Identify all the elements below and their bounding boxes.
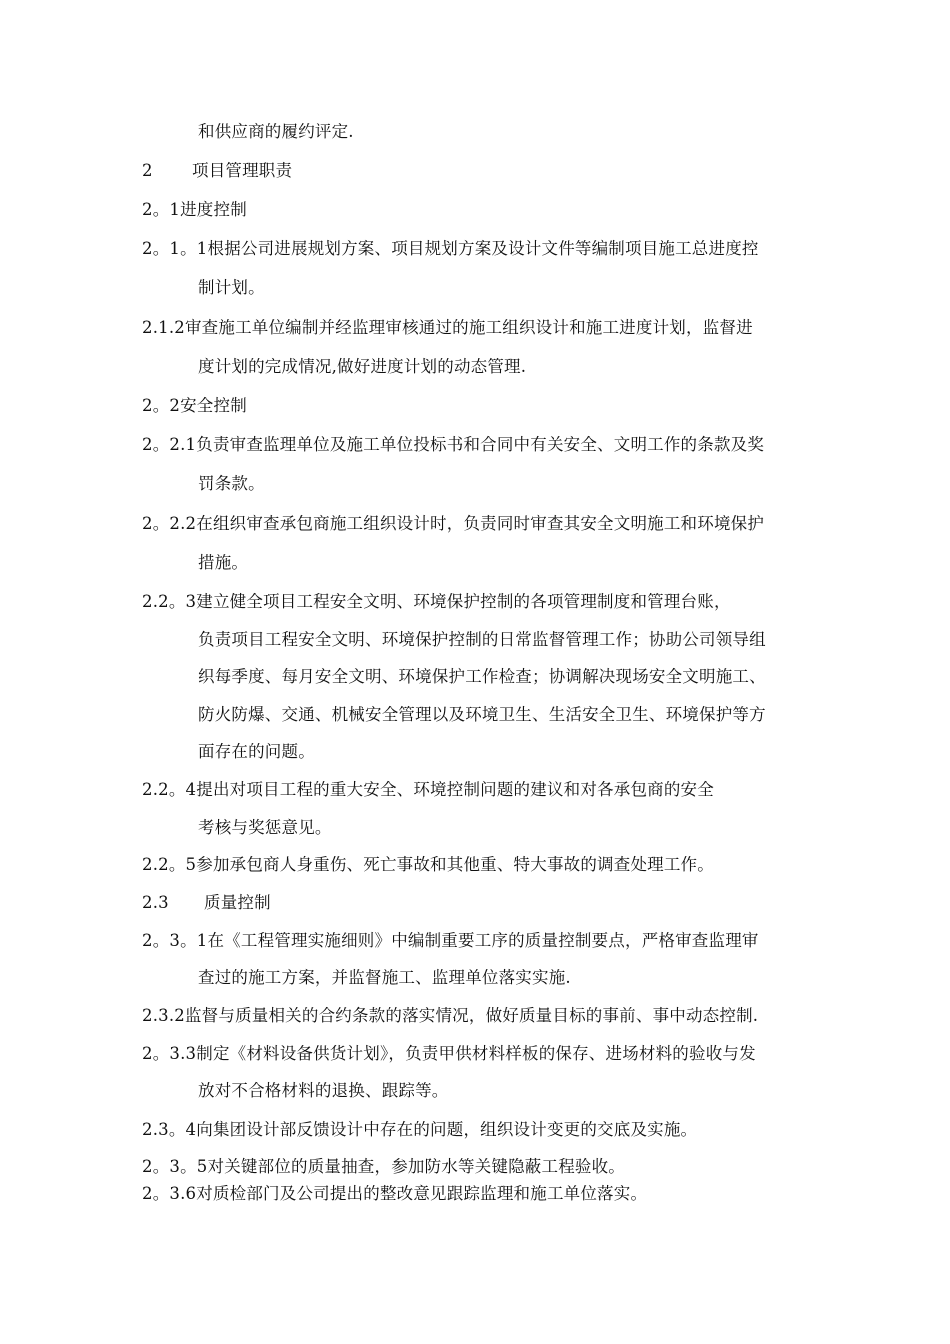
paragraph-line: 负责项目工程安全文明、环境保护控制的日常监督管理工作；协助公司领导组 [198,630,766,649]
paragraph-line: 2。1。1根据公司进展规划方案、项目规划方案及设计文件等编制项目施工总进度控 [142,239,759,258]
paragraph-line: 2.2。3建立健全项目工程安全文明、环境保护控制的各项管理制度和管理台账， [142,592,731,611]
subsection-heading: 2。2安全控制 [142,396,247,415]
paragraph-line: 2.2。5参加承包商人身重伤、死亡事故和其他重、特大事故的调查处理工作。 [142,855,714,874]
paragraph-line: 2.2。4提出对项目工程的重大安全、环境控制问题的建议和对各承包商的安全 [142,780,714,799]
paragraph-line: 2。3。1在《工程管理实施细则》中编制重要工序的质量控制要点，严格审查监理审 [142,931,759,950]
paragraph-line: 2.3.2监督与质量相关的合约条款的落实情况，做好质量目标的事前、事中动态控制. [142,1006,759,1025]
paragraph-line: 2。2.1负责审查监理单位及施工单位投标书和合同中有关安全、文明工作的条款及奖 [142,435,765,454]
section-title: 项目管理职责 [192,161,293,180]
paragraph-line: 措施。 [198,553,249,572]
subsection-heading: 2。1进度控制 [142,200,247,219]
paragraph-line: 织每季度、每月安全文明、环境保护工作检查；协调解决现场安全文明施工、 [198,667,766,686]
paragraph-line: 2.1.2审查施工单位编制并经监理审核通过的施工组织设计和施工进度计划，监督进 [142,318,753,337]
paragraph-line: 2.3。4向集团设计部反馈设计中存在的问题，组织设计变更的交底及实施。 [142,1120,698,1139]
paragraph-line: 罚条款。 [198,474,265,493]
paragraph-line: 2。3.6对质检部门及公司提出的整改意见跟踪监理和施工单位落实。 [142,1184,648,1203]
section-heading [142,161,822,181]
section-number: 2 [142,161,153,180]
paragraph-line: 考核与奖惩意见。 [198,818,332,837]
section-number: 2.3 [142,893,169,912]
paragraph-line: 2。3。5对关键部位的质量抽查，参加防水等关键隐蔽工程验收。 [142,1157,625,1176]
paragraph-line: 2。2.2在组织审查承包商施工组织设计时，负责同时审查其安全文明施工和环境保护 [142,514,765,533]
section-heading [142,893,822,913]
section-title: 质量控制 [204,893,271,912]
paragraph-line: 放对不合格材料的退换、跟踪等。 [198,1081,449,1100]
paragraph-line: 查过的施工方案，并监督施工、监理单位落实实施. [198,968,571,987]
paragraph-line: 制计划。 [198,278,265,297]
paragraph-line: 度计划的完成情况,做好进度计划的动态管理. [198,357,527,376]
paragraph-line: 2。3.3制定《材料设备供货计划》，负责甲供材料样板的保存、进场材料的验收与发 [142,1044,756,1063]
paragraph-line: 面存在的问题。 [198,742,315,761]
paragraph-line: 防火防爆、交通、机械安全管理以及环境卫生、生活安全卫生、环境保护等方 [198,705,766,724]
paragraph-line: 和供应商的履约评定. [198,122,354,141]
